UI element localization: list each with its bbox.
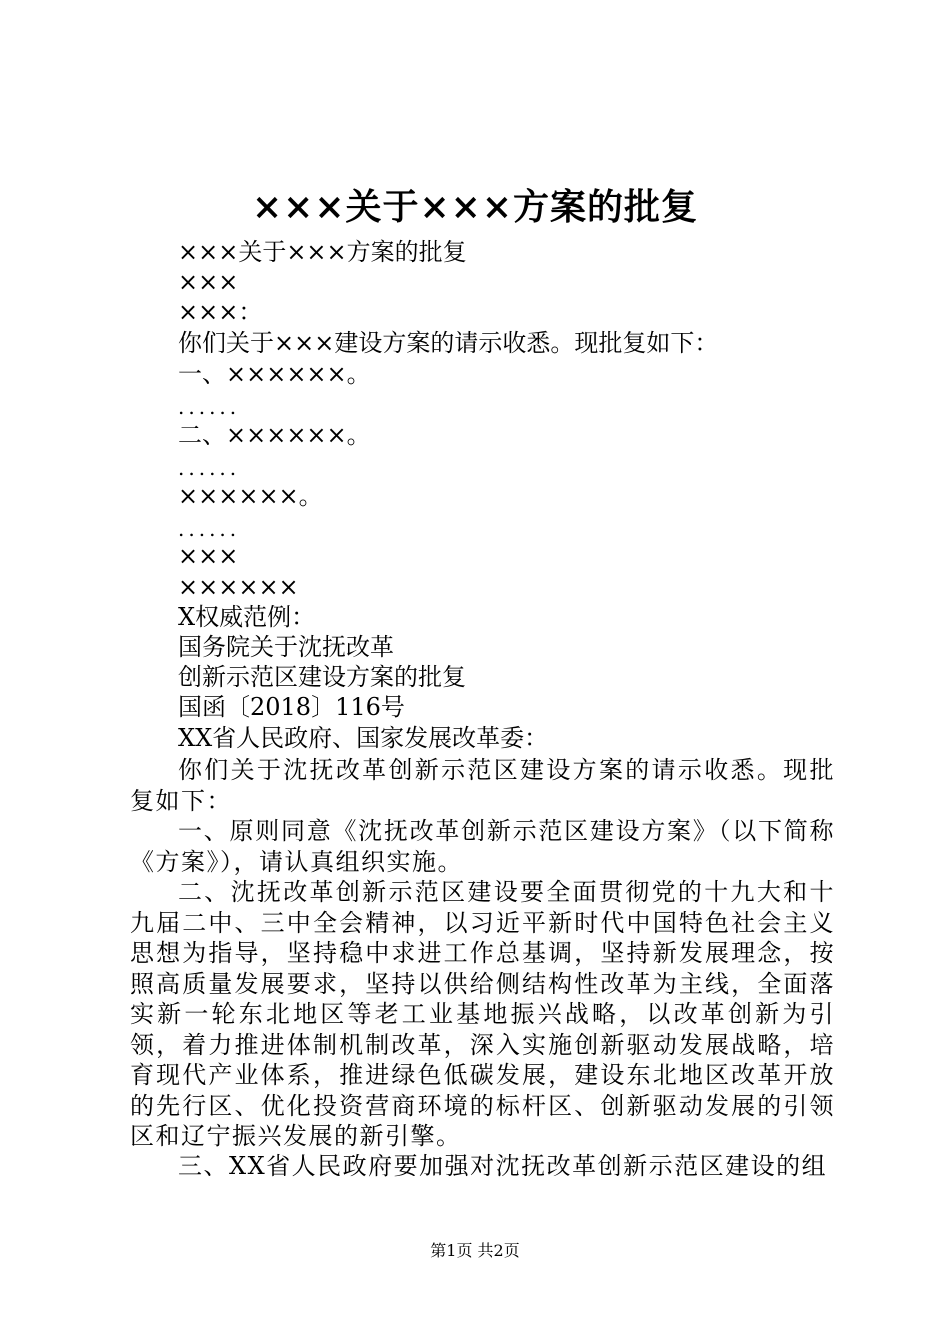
ellipsis-line: ...... (178, 395, 241, 419)
example-title-line: 创新示范区建设方案的批复 (178, 663, 466, 691)
template-line: ×××： (178, 298, 263, 326)
template-line: 一、××××××。 (178, 360, 371, 388)
recipient-line: XX省人民政府、国家发展改革委： (178, 724, 549, 752)
body-paragraph: 二、沈抚改革创新示范区建设要全面贯彻党的十九大和十九届二中、三中全会精神，以习近平新时代中国特色社会主义思想为指导，坚持稳中求进工作总基调，坚持新发展理念，按照高质量发展要求，坚持以供给侧结构性改革为主线，全面落实新一轮东北地区等老工业基地振兴战略，以改革创新为引领，着力推进体制机制改革，深入实施创新驱动发展战略，培育现代产业体系，推进绿色低碳发展，建设东北地区改革开放的先行区、优化投资营商环境的标杆区、创新驱动发展的引领区和辽宁振兴发展的新引擎。 (130, 878, 835, 1150)
template-line: 二、××××××。 (178, 421, 371, 449)
document-title: ×××关于×××方案的批复 (252, 186, 698, 228)
example-title-line: 国务院关于沈抚改革 (178, 633, 394, 661)
template-line: ××××××。 (178, 482, 323, 510)
page-footer: 第1页 共2页 (430, 1241, 520, 1260)
body-paragraph: 一、原则同意《沈抚改革创新示范区建设方案》（以下简称《方案》），请认真组织实施。 (130, 817, 835, 876)
document-number: 国函〔2018〕116号 (178, 693, 405, 721)
body-paragraph: 你们关于沈抚改革创新示范区建设方案的请示收悉。现批复如下： (130, 756, 835, 815)
ellipsis-line: ...... (178, 517, 241, 541)
example-heading: X权威范例： (178, 603, 316, 631)
template-line: 你们关于×××建设方案的请示收悉。现批复如下： (178, 329, 719, 357)
template-line: ××× (178, 542, 239, 570)
template-line: ×××关于×××方案的批复 (178, 238, 467, 266)
body-paragraph: 三、XX省人民政府要加强对沈抚改革创新示范区建设的组 (178, 1152, 828, 1180)
template-line: ×××××× (178, 573, 299, 601)
template-line: ××× (178, 268, 239, 296)
ellipsis-line: ...... (178, 456, 241, 480)
